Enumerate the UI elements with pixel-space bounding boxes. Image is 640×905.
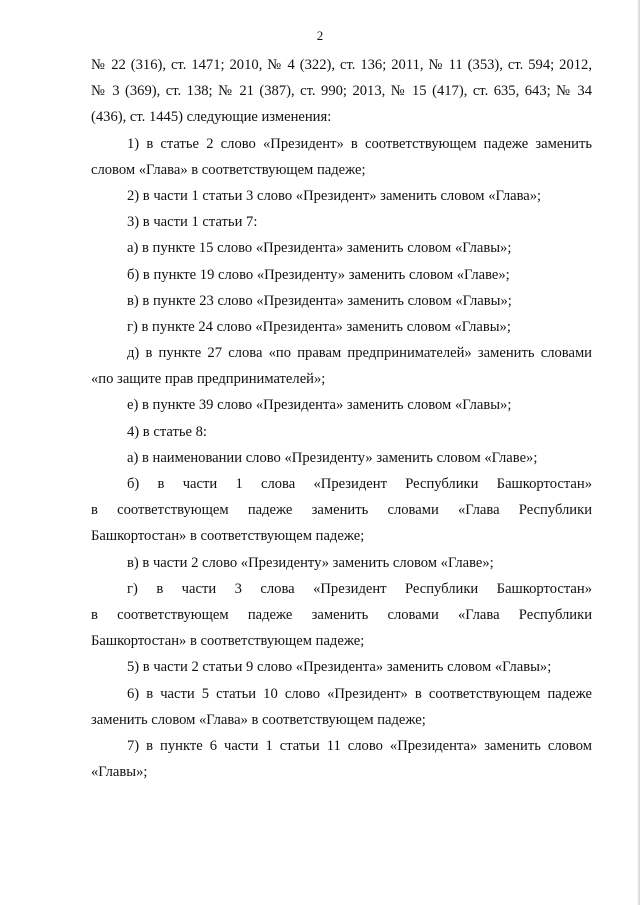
text-line: № 3 (369), ст. 138; № 21 (387), ст. 990; 2013, № 15 (417), ст. 635, 643; № 34	[91, 83, 592, 100]
text-line: а) в наименовании слово «Президенту» заменить словом «Главе»;	[127, 449, 538, 466]
text-line: заменить словом «Глава» в соответствующем падеже;	[91, 711, 426, 728]
text-line: а) в пункте 15 слово «Президента» заменить словом «Главы»;	[127, 240, 512, 257]
text-line: б) в части 1 слова «Президент Республики Башкортостан»	[127, 476, 592, 492]
text-line: (436), ст. 1445) следующие изменения:	[91, 109, 332, 126]
text-line: словом «Глава» в соответствующем падеже;	[91, 161, 366, 178]
text-line: в соответствующем падеже заменить словами «Глава Республики	[91, 606, 592, 623]
text-line: 6) в части 5 статьи 10 слово «Президент» в соответствующем падеже	[127, 685, 592, 702]
text-line: г) в пункте 24 слово «Президента» заменить словом «Главы»;	[127, 318, 511, 335]
text-line: д) в пункте 27 слова «по правам предпринимателей» заменить словами	[127, 345, 592, 362]
text-line: Башкортостан» в соответствующем падеже;	[91, 528, 365, 545]
text-line: 1) в статье 2 слово «Президент» в соответствующем падеже заменить	[127, 135, 592, 152]
text-line: г) в части 3 слова «Президент Республики Башкортостан»	[127, 580, 592, 597]
text-line: 5) в части 2 статьи 9 слово «Президента» заменить словом «Главы»;	[127, 659, 552, 676]
text-line: 3) в части 1 статьи 7:	[127, 214, 258, 231]
text-line: в) в части 2 слово «Президенту» заменить словом «Главе»;	[127, 554, 494, 571]
text-line: № 22 (316), ст. 1471; 2010, № 4 (322), ст. 136; 2011, № 11 (353), ст. 594; 2012,	[91, 57, 592, 73]
text-line: в соответствующем падеже заменить словами «Глава Республики	[91, 502, 592, 519]
text-line: б) в пункте 19 слово «Президенту» заменить словом «Главе»;	[127, 266, 510, 283]
text-line: в) в пункте 23 слово «Президента» заменить словом «Главы»;	[127, 292, 512, 309]
document-body	[91, 52, 592, 785]
text-line: 7) в пункте 6 части 1 статьи 11 слово «Президента» заменить словом	[127, 737, 592, 754]
text-line: е) в пункте 39 слово «Президента» заменить словом «Главы»;	[127, 397, 512, 414]
text-line: «Главы»;	[91, 764, 148, 781]
text-line: «по защите прав предпринимателей»;	[91, 371, 326, 388]
text-line: 2) в части 1 статьи 3 слово «Президент» заменить словом «Глава»;	[127, 187, 542, 204]
text-line: Башкортостан» в соответствующем падеже;	[91, 633, 365, 650]
text-line: 4) в статье 8:	[127, 423, 207, 440]
page-number: 2	[316, 28, 324, 43]
